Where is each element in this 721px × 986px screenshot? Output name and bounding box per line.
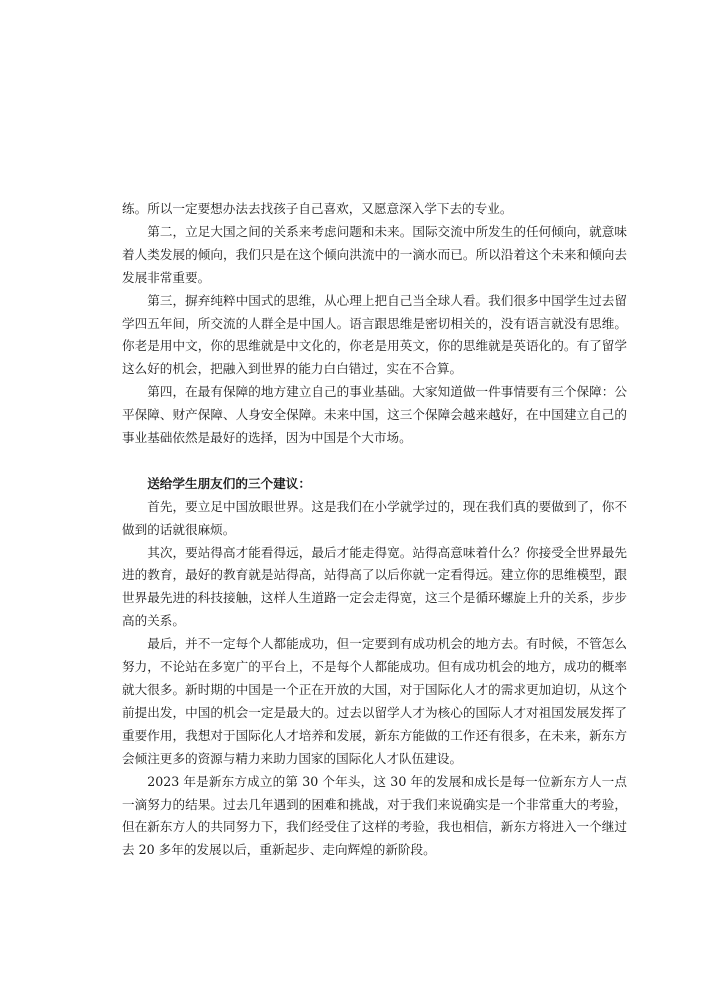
paragraph-anniversary: 2023 年是新东方成立的第 30 个年头，这 30 年的发展和成长是每一位新东方人一点一滴努力的结果。过去几年遇到的困难和挑战，对于我们来说确实是一个非常重大的考验，但在新东方人的共同努力下，我们经受住了这样的考验，我也相信，新东方将进入一个继过去 20 多年的发展以后，重新起步、走向辉煌的新阶段。 [122,773,627,858]
section-spacer [122,450,627,473]
paragraph-point-two: 第二，立足大国之间的关系来考虑问题和未来。国际交流中所发生的任何倾向，就意味着人类发展的倾向，我们只是在这个倾向洪流中的一滴水而已。所以沿着这个未来和倾向去发展非常重要。 [122,223,627,285]
paragraph-advice-second: 其次，要站得高才能看得远，最后才能走得宽。站得高意味着什么？你接受全世界最先进的教育，最好的教育就是站得高，站得高了以后你就一定看得远。建立你的思维模型，跟世界最先进的科技接触，这样人生道路一定会走得宽，这三个是循环螺旋上升的关系，步步高的关系。 [122,544,627,629]
paragraph-point-three: 第三，摒弃纯粹中国式的思维，从心理上把自己当全球人看。我们很多中国学生过去留学四五年间，所交流的人群全是中国人。语言跟思维是密切相关的，没有语言就没有思维。你老是用中文，你的思维就是中文化的，你老是用英文，你的思维就是英语化的。有了留学这么好的机会，把融入到世界的能力白白错过，实在不合算。 [122,292,627,377]
paragraph-advice-first: 首先，要立足中国放眼世界。这是我们在小学就学过的，现在我们真的要做到了，你不做到的话就很麻烦。 [122,498,627,537]
paragraph-continuation: 练。所以一定要想办法去找孩子自己喜欢，又愿意深入学下去的专业。 [122,201,513,216]
paragraph-advice-last: 最后，并不一定每个人都能成功，但一定要到有成功机会的地方去。有时候，不管怎么努力，不论站在多宽广的平台上，不是每个人都能成功。但有成功机会的地方，成功的概率就大很多。新时期的中国是一个正在开放的大国，对于国际化人才的需求更加迫切，从这个前提出发，中国的机会一定是最大的。过去以留学人才为核心的国际人才对祖国发展发挥了重要作用，我想对于国际化人才培养和发展，新东方能做的工作还有很多，在未来，新东方会倾注更多的资源与精力来助力国家的国际化人才队伍建设。 [122,636,627,766]
paragraph-point-four: 第四，在最有保障的地方建立自己的事业基础。大家知道做一件事情要有三个保障：公平保障、财产保障、人身安全保障。未来中国，这三个保障会越来越好，在中国建立自己的事业基础依然是最好的选择，因为中国是个大市场。 [122,384,627,446]
document-page [122,198,627,862]
section-heading: 送给学生朋友们的三个建议： [147,475,311,491]
